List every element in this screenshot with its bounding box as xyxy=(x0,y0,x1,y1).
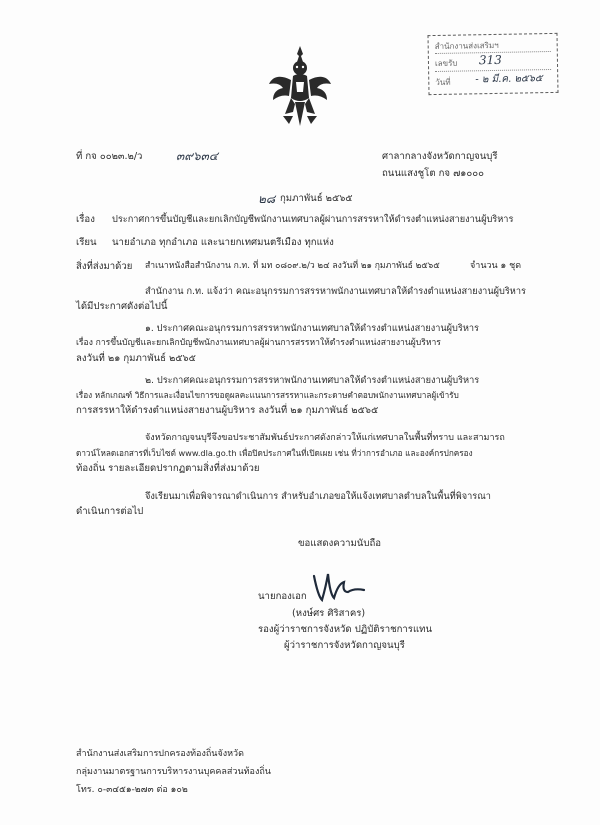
stamp-date-value: - ๒ มี.ค. ๒๕๖๕ xyxy=(475,73,543,86)
subject-text: ประกาศการขึ้นบัญชีและยกเลิกบัญชีพนักงานเทศบาลผู้ผ่านการสรรหาให้ดำรงตำแหน่งสายงานผู้บริหาร xyxy=(112,214,514,225)
subject-label: เรื่อง xyxy=(76,214,95,225)
item-2-line-1: ๒. ประกาศคณะอนุกรรมการสรรหาพนักงานเทศบาลให้ดำรงตำแหน่งสายงานผู้บริหาร xyxy=(145,375,480,386)
paragraph-4-line-2: ดำเนินการต่อไป xyxy=(76,506,144,517)
garuda-emblem-icon xyxy=(265,42,335,132)
item-2-line-3: การสรรหาให้ดำรงตำแหน่งสายงานผู้บริหาร ลงวันที่ ๒๑ กุมภาพันธ์ ๒๕๖๕ xyxy=(76,405,379,416)
organization-name: ศาลากลางจังหวัดกาญจนบุรี xyxy=(382,151,498,162)
closing-regards: ขอแสดงความนับถือ xyxy=(298,538,382,549)
footer-group: กลุ่มงานมาตรฐานการบริหารงานบุคคลส่วนท้องถิ่น xyxy=(76,767,271,777)
signer-title: นายกองเอก xyxy=(258,591,307,602)
letter-date: กุมภาพันธ์ ๒๕๖๕ xyxy=(280,193,353,204)
footer-phone: โทร. ๐-๓๔๕๑-๒๗๓ ต่อ ๑๐๒ xyxy=(76,785,188,795)
footer-office: สำนักงานส่งเสริมการปกครองท้องถิ่นจังหวัด xyxy=(76,749,244,759)
reference-number-handwritten: ๓๙๖๓๔ xyxy=(176,149,218,163)
stamp-receipt-number: 313 xyxy=(478,52,502,68)
signature-mark xyxy=(308,566,368,608)
reference-number: ที่ กจ ๐๐๒๓.๒/ว xyxy=(76,151,143,162)
organization-address: ถนนแสงชูโต กจ ๗๑๐๐๐ xyxy=(382,168,484,179)
receipt-stamp xyxy=(427,33,558,95)
recipient-text: นายอำเภอ ทุกอำเภอ และนายกเทศมนตรีเมือง ทุกแห่ง xyxy=(112,237,334,248)
stamp-agency: สำนักงานส่งเสริมฯ xyxy=(434,40,499,52)
item-2-line-2: เรื่อง หลักเกณฑ์ วิธีการและเงื่อนไขการขอดูผลคะแนนการสรรหาและกระดาษคำตอบพนักงานเทศบาลผู้เข้ารับ xyxy=(76,390,459,400)
enclosure-count: จำนวน ๑ ชุด xyxy=(470,261,522,271)
date-day-handwritten: ๒๘ xyxy=(258,192,276,206)
paragraph-3-line-1: จังหวัดกาญจนบุรีจึงขอประชาสัมพันธ์ประกาศดังกล่าวให้แก่เทศบาลในพื้นที่ทราบ และสามารถ xyxy=(145,433,505,443)
paragraph-3-line-2: ดาวน์โหลดเอกสารที่เว็บไซต์ www.dla.go.th เพื่อปิดประกาศในที่เปิดเผย เช่น ที่ว่าการอำเภอ และองค์กรปกครอง xyxy=(76,448,473,458)
signer-position-1: รองผู้ว่าราชการจังหวัด ปฏิบัติราชการแทน xyxy=(258,624,433,635)
stamp-date-label: วันที่ xyxy=(435,77,451,88)
item-1-line-2: เรื่อง การขึ้นบัญชีและยกเลิกบัญชีพนักงานเทศบาลผู้ผ่านการสรรหาให้ดำรงตำแหน่งสายงานผู้บริหาร xyxy=(76,338,441,348)
intro-line-2: ได้มีประกาศดังต่อไปนี้ xyxy=(76,301,168,312)
paragraph-4-line-1: จึงเรียนมาเพื่อพิจารณาดำเนินการ สำหรับอำเภอขอให้แจ้งเทศบาลตำบลในพื้นที่พิจารณา xyxy=(145,491,491,502)
signer-name: (หงษ์ศร ศิริสาคร) xyxy=(292,608,366,619)
recipient-label: เรียน xyxy=(76,237,97,248)
intro-line-1: สำนักงาน ก.ท. แจ้งว่า คณะอนุกรรมการสรรหาพนักงานเทศบาลให้ดำรงตำแหน่งสายงานผู้บริหาร xyxy=(145,286,526,297)
signer-position-2: ผู้ว่าราชการจังหวัดกาญจนบุรี xyxy=(284,640,405,651)
enclosure-label: สิ่งที่ส่งมาด้วย xyxy=(76,261,133,272)
item-1-line-3: ลงวันที่ ๒๑ กุมภาพันธ์ ๒๕๖๕ xyxy=(76,353,196,364)
enclosure-text: สำเนาหนังสือสำนักงาน ก.ท. ที่ มท ๐๘๐๙.๒/ว ๒๔ ลงวันที่ ๒๑ กุมภาพันธ์ ๒๕๖๕ xyxy=(145,261,440,271)
paragraph-3-line-3: ท้องถิ่น รายละเอียดปรากฏตามสิ่งที่ส่งมาด้วย xyxy=(76,463,260,474)
stamp-receipt-label: เลขรับ xyxy=(434,58,458,69)
item-1-line-1: ๑. ประกาศคณะอนุกรรมการสรรหาพนักงานเทศบาลให้ดำรงตำแหน่งสายงานผู้บริหาร xyxy=(145,323,479,334)
